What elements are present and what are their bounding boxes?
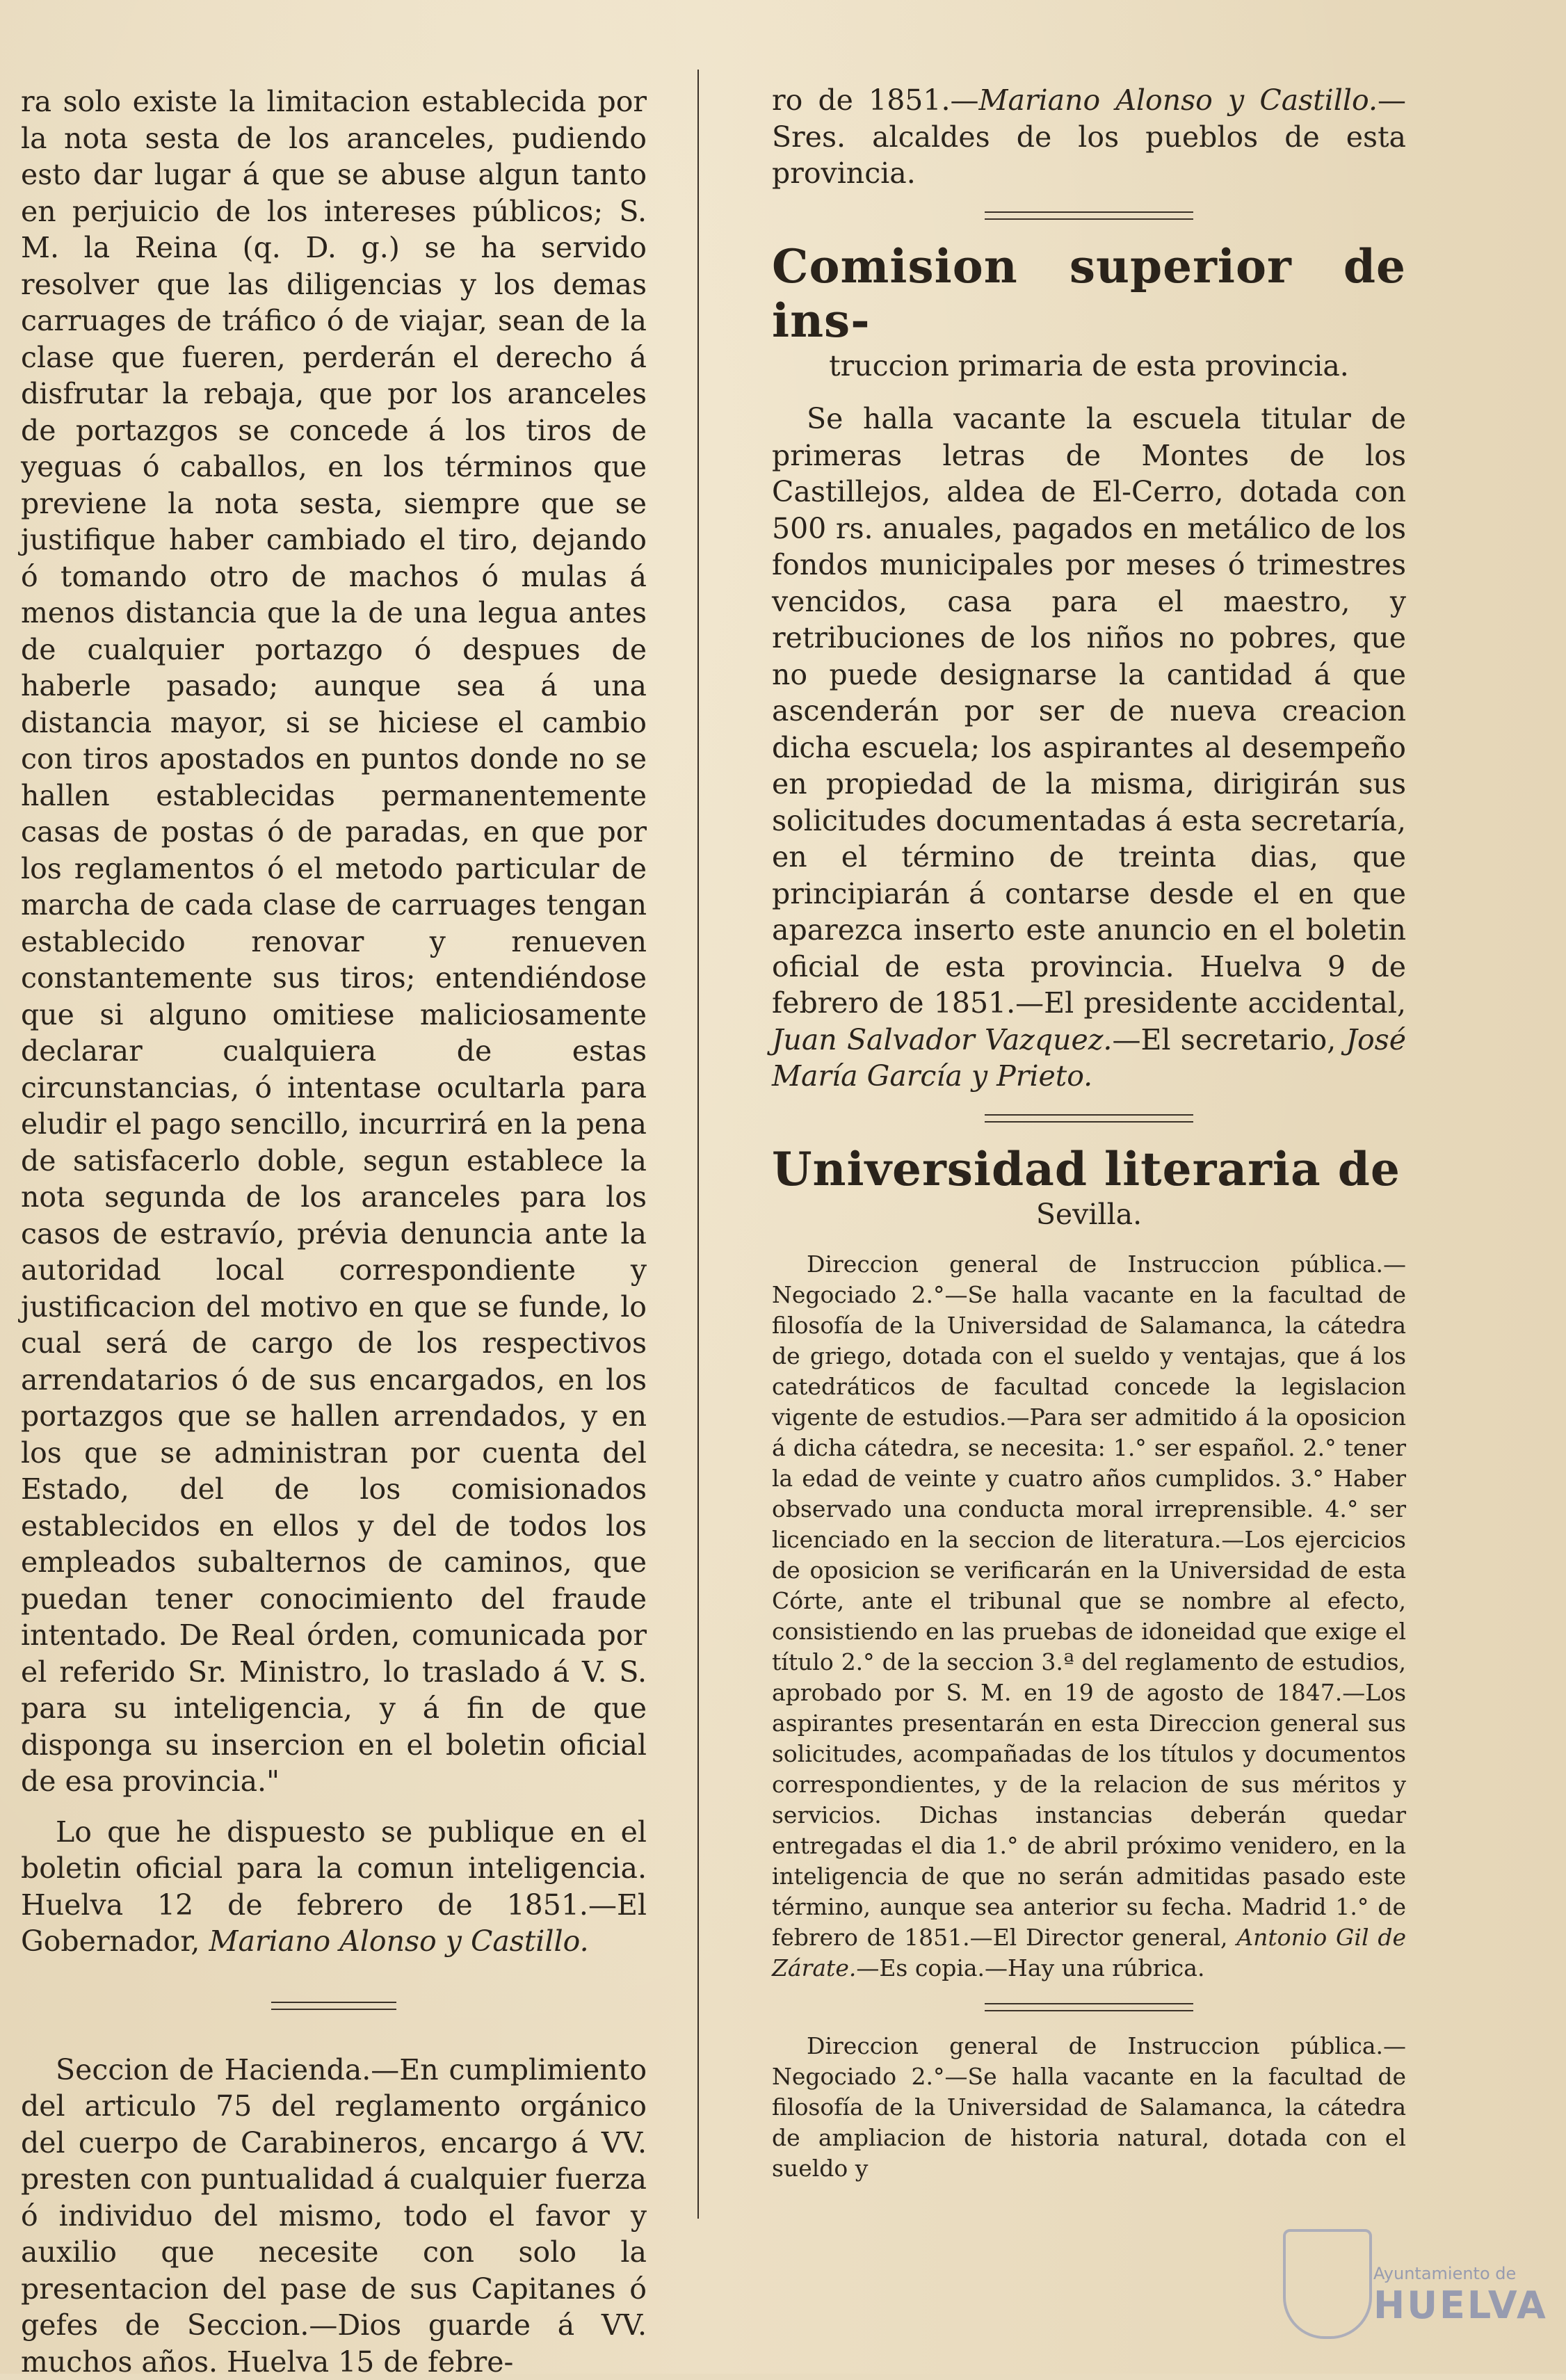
section-separator <box>271 2002 396 2010</box>
royal-order-paragraph: ra solo existe la limitacion establecida por la nota sesta de los aranceles, pudiendo esto dar lugar á que se abuse algun tanto en perjuicio de los intereses públicos; S. M. la Reina (q. D. g.) se ha servido resolver que las diligencias y los demas carruages de tráfico ó de viajar, sean de la clase que fueren, perderán el derecho á disfrutar la rebaja, que por los aranceles de portazgos se concede á los tiros de yeguas ó caballos, en los términos que previene la nota sesta, siempre que se justifique haber cambiado el tiro, dejando ó tomando otro de machos ó mulas á menos distancia que la de una legua antes de cualquier portazgo ó despues de haberle pasado; aunque sea á una distancia mayor, si se hiciese el cambio con tiros apostados en puntos donde no se hallen establecidas permanentemente casas de postas ó de paradas, en que por los reglamentos ó el metodo particular de marcha de cada clase de carruages tengan establecido renovar y renueven constantemente sus tiros; entendiéndose que si alguno omitiese maliciosamente declarar cualquiera de estas circunstancias, ó intentase ocultarla para eludir el pago sencillo, incurrirá en la pena de satisfacerlo doble, segun establece la nota segunda de los aranceles para los casos de estravío, prévia denuncia ante la autoridad local correspondiente y justificacion del motivo en que se funde, lo cual será de cargo de los respectivos arrendatarios ó de sus encargados, en los portazgos que se hallen arrendados, y en los que se administran por cuenta del Estado, del de los comisionados establecidos en ellos y del de todos los empleados subalternos de caminos, que puedan tener conocimiento del fraude intentado. De Real órden, comunicada por el referido Sr. Ministro, lo traslado á V. S. para su inteligencia, y á fin de que disponga su insercion en el boletin oficial de esa provincia." <box>21 83 647 1800</box>
subheading-comision: truccion primaria de esta provincia. <box>772 348 1406 385</box>
greek-chair-notice <box>772 1249 1406 1984</box>
hacienda-paragraph: Seccion de Hacienda.—En cumplimiento del articulo 75 del reglamento orgánico del cuerpo de Carabineros, encargo á VV. presten con puntualidad á cualquier fuerza ó individuo del mismo, todo el favor y auxilio que necesite con solo la presentacion del pase de sus Capitanes ó gefes de Seccion.—Dios guarde á VV. muchos años. Huelva 15 de febre- <box>21 2052 647 2380</box>
subheading-universidad: Sevilla. <box>772 1196 1406 1233</box>
column-divider <box>697 70 699 2219</box>
intro-prefix: ro de 1851.— <box>772 83 978 117</box>
heading-universidad: Universidad literaria de <box>772 1142 1406 1196</box>
city-seal-icon <box>1283 2229 1372 2339</box>
section-separator <box>985 211 1193 220</box>
watermark-big: HUELVA <box>1373 2283 1548 2327</box>
publication-notice-text: Lo que he dispuesto se publique en el boletin oficial para la comun inteligencia. Huelva 12 de febrero de 1851.—El Gobernador, <box>21 1815 647 1959</box>
intro-suffix: —Sres. alcaldes de los pueblos de esta provincia. <box>772 83 1406 190</box>
president-signature: Juan Salvador Vazquez. <box>772 1023 1112 1056</box>
director-signature: Antonio Gil de Zárate. <box>772 1924 1406 1981</box>
right-column <box>772 82 1406 2184</box>
watermark <box>1373 2264 1548 2327</box>
watermark-small: Ayuntamiento de <box>1373 2264 1548 2283</box>
intro-signature: Mariano Alonso y Castillo. <box>978 83 1378 117</box>
secretary-signature: José María García y Prieto. <box>772 1023 1406 1093</box>
governor-signature: Mariano Alonso y Castillo. <box>209 1924 589 1958</box>
section-separator <box>985 2003 1193 2011</box>
school-vacancy-text: Se halla vacante la escuela titular de primeras letras de Montes de los Castillejos, aldea de El-Cerro, dotada con 500 rs. anuales, pagados en metálico de los fondos municipales por meses ó trimestres vencidos, casa para el maestro, y retribuciones de los niños no pobres, que no puede designarse la cantidad á que ascenderán por ser de nueva creacion dicha escuela; los aspirantes al desempeño en propiedad de la misma, dirigirán sus solicitudes documentadas á esta secretaría, en el término de treinta dias, que principiarán á contarse desde el en que aparezca inserto este anuncio en el boletin oficial de esta provincia. Huelva 9 de febrero de 1851.—El presidente accidental, <box>772 402 1406 1020</box>
left-column <box>21 83 647 2380</box>
natural-history-chair-notice: Direccion general de Instruccion pública.—Negociado 2.°—Se halla vacante en la facultad de filosofía de la Universidad de Salamanca, la cátedra de ampliacion de historia natural, dotada con el sueldo y <box>772 2031 1406 2184</box>
secretary-label: —El secretario, <box>1112 1023 1336 1056</box>
publication-notice <box>21 1814 647 1960</box>
school-vacancy-notice <box>772 401 1406 1095</box>
section-separator <box>985 1114 1193 1123</box>
copy-note: —Es copia.—Hay una rúbrica. <box>856 1954 1204 1981</box>
greek-chair-text: Direccion general de Instruccion pública.—Negociado 2.°—Se halla vacante en la facultad de filosofía de la Universidad de Salamanca, la cátedra de griego, dotada con el sueldo y ventajas, que á los catedráticos de facultad concede la legislacion vigente de estudios.—Para ser admitido á la oposicion á dicha cátedra, se necesita: 1.° ser español. 2.° tener la edad de veinte y cuatro años cumplidos. 3.° Haber observado una conducta moral irreprensible. 4.° ser licenciado en la seccion de literatura.—Los ejercicios de oposicion se verificarán en la Universidad de esta Córte, ante el tribunal que se nombre al efecto, consistiendo en las pruebas de idoneidad que exige el título 2.° de la seccion 3.ª del reglamento de estudios, aprobado por S. M. en 19 de agosto de 1847.—Los aspirantes presentarán en esta Direccion general sus solicitudes, acompañadas de los títulos y documentos correspondientes, y de la relacion de sus méritos y servicios. Dichas instancias deberán quedar entregadas el dia 1.° de abril próximo venidero, en la inteligencia de que no serán admitidas pasado este término, aunque sea anterior su fecha. Madrid 1.° de febrero de 1851.—El Director general, <box>772 1251 1406 1951</box>
intro-paragraph <box>772 82 1406 192</box>
heading-comision: Comision superior de ins- <box>772 239 1406 348</box>
